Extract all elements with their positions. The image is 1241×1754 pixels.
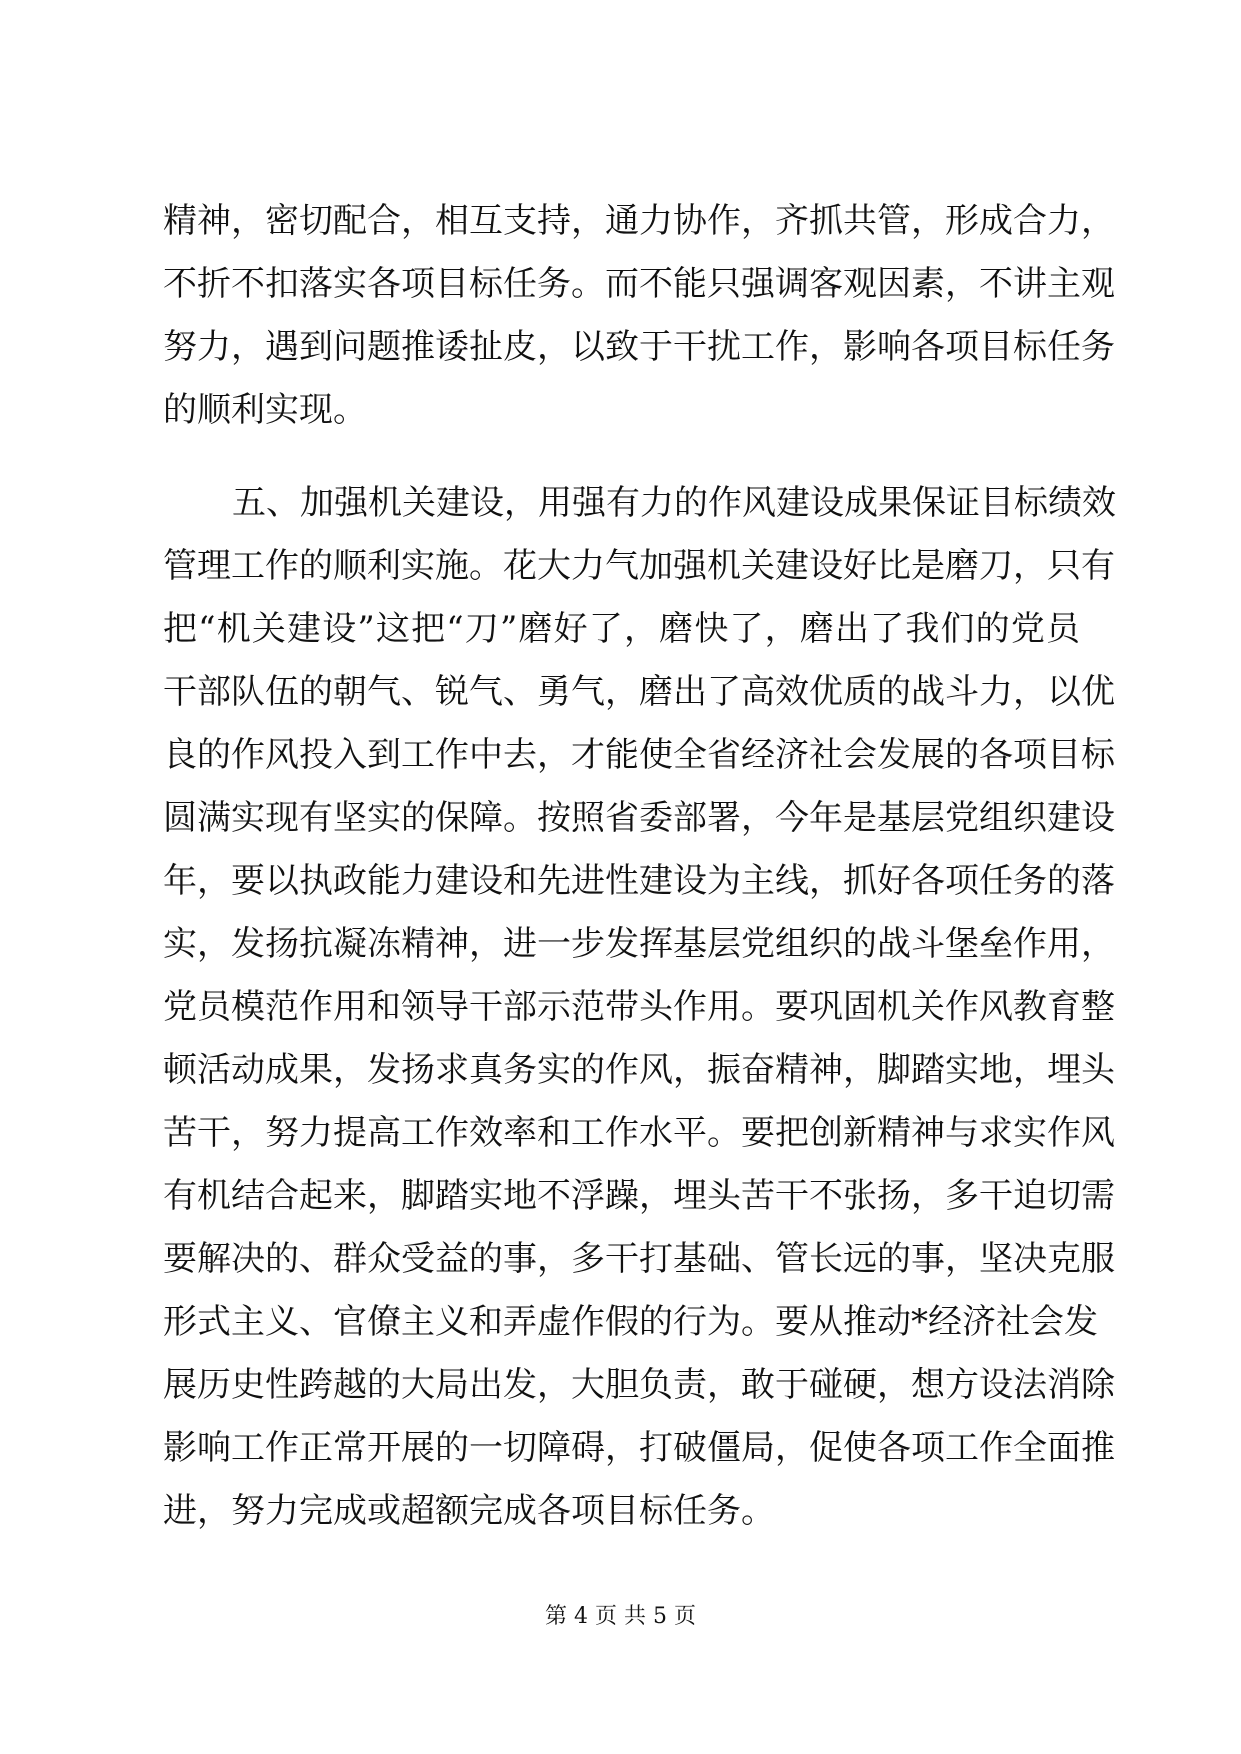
paragraph-2-line-9: 党员模范作用和领导干部示范带头作用。要巩固机关作风教育整	[163, 987, 1115, 1027]
paragraph-1-line-3: 努力，遇到问题推诿扯皮，以致于干扰工作，影响各项目标任务	[163, 327, 1115, 367]
paragraph-2-line-5: 良的作风投入到工作中去，才能使全省经济社会发展的各项目标	[163, 735, 1115, 775]
paragraph-2-line-6: 圆满实现有坚实的保障。按照省委部署，今年是基层党组织建设	[163, 798, 1115, 838]
paragraph-2-line-14: 形式主义、官僚主义和弄虚作假的行为。要从推动*经济社会发	[163, 1302, 1098, 1342]
paragraph-2-line-7: 年，要以执政能力建设和先进性建设为主线，抓好各项任务的落	[163, 861, 1115, 901]
paragraph-2-line-2: 管理工作的顺利实施。花大力气加强机关建设好比是磨刀，只有	[163, 546, 1115, 586]
paragraph-2-line-12: 有机结合起来，脚踏实地不浮躁，埋头苦干不张扬，多干迫切需	[163, 1176, 1115, 1216]
paragraph-2-line-8: 实，发扬抗凝冻精神，进一步发挥基层党组织的战斗堡垒作用，	[163, 924, 1115, 964]
paragraph-1-line-4: 的顺利实现。	[163, 390, 367, 430]
paragraph-1-line-1: 精神，密切配合，相互支持，通力协作，齐抓共管，形成合力，	[163, 201, 1115, 241]
paragraph-2-line-4: 干部队伍的朝气、锐气、勇气，磨出了高效优质的战斗力，以优	[163, 672, 1115, 712]
paragraph-2-line-15: 展历史性跨越的大局出发，大胆负责，敢于碰硬，想方设法消除	[163, 1365, 1115, 1405]
paragraph-1-line-2: 不折不扣落实各项目标任务。而不能只强调客观因素，不讲主观	[163, 264, 1115, 304]
paragraph-2-line-16: 影响工作正常开展的一切障碍，打破僵局，促使各项工作全面推	[163, 1428, 1115, 1468]
paragraph-2-line-13: 要解决的、群众受益的事，多干打基础、管长远的事，坚决克服	[163, 1239, 1115, 1279]
paragraph-2-line-10: 顿活动成果，发扬求真务实的作风，振奋精神，脚踏实地，埋头	[163, 1050, 1115, 1090]
paragraph-2-line-1: 五、加强机关建设，用强有力的作风建设成果保证目标绩效	[232, 483, 1116, 523]
paragraph-2-line-17: 进，努力完成或超额完成各项目标任务。	[163, 1491, 775, 1531]
paragraph-2-line-11: 苦干，努力提高工作效率和工作水平。要把创新精神与求实作风	[163, 1113, 1115, 1153]
page-footer: 第 4 页 共 5 页	[545, 1604, 696, 1629]
paragraph-2-line-3: 把“机关建设”这把“刀”磨好了，磨快了，磨出了我们的党员	[163, 609, 1080, 649]
